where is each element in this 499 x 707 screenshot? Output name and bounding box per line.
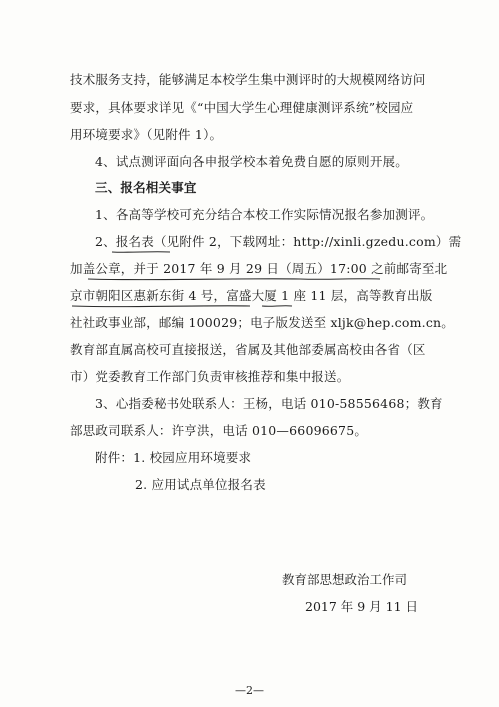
paragraph-line: 4、试点测评面向各申报学校本着免费自愿的原则开展。 [95,154,408,169]
paragraph-line: 社社政事业部，邮编 100029；电子版发送至 xljk@hep.com.cn。 [70,315,454,330]
paragraph-line: 加盖公章，并于 2017 年 9 月 29 日（周五）17:00 之前邮寄至北 [70,261,448,276]
underline-mark [262,306,292,307]
paragraph-line: 要求，具体要求详见《“中国大学生心理健康测评系统”校园应 [70,100,414,115]
paragraph-line: 2、报名表（见附件 2，下载网址：http://xinli.gzedu.com）需 [95,234,462,249]
underline-mark [72,306,250,307]
attachment-line: 2. 应用试点单位报名表 [135,477,266,492]
paragraph-line: 技术服务支持，能够满足本校学生集中测评时的大规模网络访问 [70,72,426,87]
paragraph-line: 1、各高等学校可充分结合本校工作实际情况报名参加测评。 [95,207,434,222]
attachment-line: 附件：1. 校园应用环境要求 [95,450,252,465]
underline-mark [112,252,170,253]
signature-date: 2017 年 9 月 11 日 [305,599,419,614]
signature-org: 教育部思想政治工作司 [282,572,408,587]
section-heading: 三、报名相关事宜 [95,180,197,195]
paragraph-line: 3、心指委秘书处联系人：王杨，电话 010-58556468；教育 [95,396,443,411]
page-number: —2— [235,684,264,697]
paragraph-line: 部思政司联系人：许亨洪，电话 010—66096675。 [70,423,368,438]
paragraph-line: 用环境要求》（见附件 1）。 [70,127,223,142]
paragraph-line: 教育部直属高校可直接报送，省属及其他部委属高校由各省（区 [70,342,426,357]
underline-mark [88,279,380,280]
paragraph-line: 市）党委教育工作部门负责审核推荐和集中报送。 [70,369,350,384]
paragraph-line: 京市朝阳区惠新东街 4 号，富盛大厦 1 座 11 层，高等教育出版 [70,288,433,303]
